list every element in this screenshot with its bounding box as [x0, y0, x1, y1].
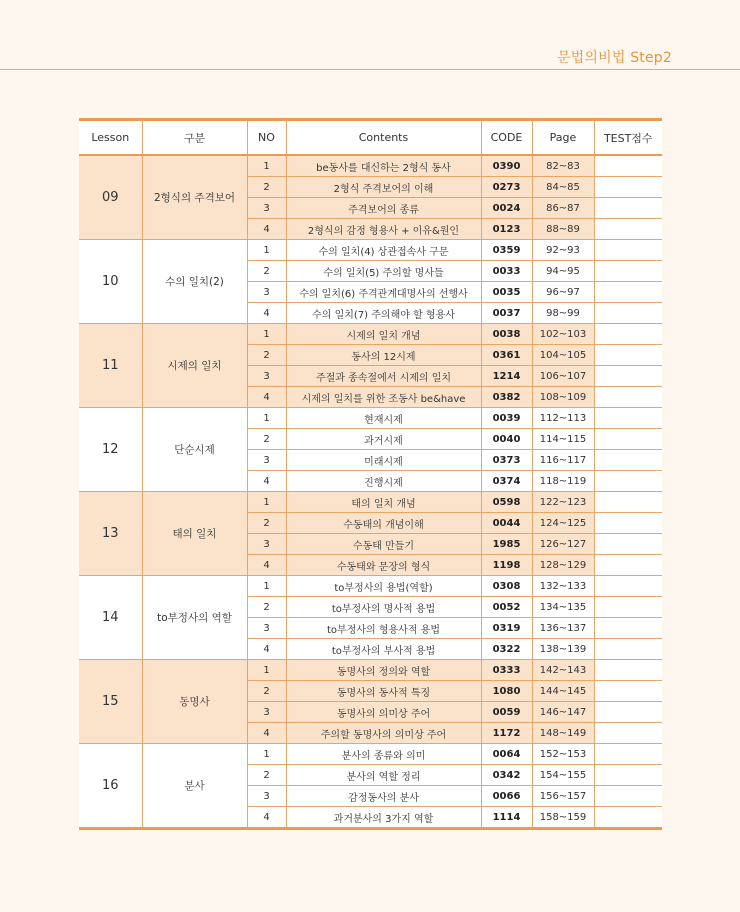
- row-test-score: [594, 786, 662, 807]
- table-row: [79, 240, 662, 261]
- row-code: 0598: [481, 492, 532, 513]
- row-number: 3: [247, 366, 286, 387]
- row-code: 0033: [481, 261, 532, 282]
- table-row: [79, 155, 662, 177]
- row-code: 0037: [481, 303, 532, 324]
- row-code: 0064: [481, 744, 532, 765]
- row-page: 136~137: [532, 618, 594, 639]
- header-divider: [0, 69, 740, 70]
- row-test-score: [594, 408, 662, 429]
- row-test-score: [594, 807, 662, 829]
- row-content: to부정사의 부사적 용법: [286, 639, 481, 660]
- row-test-score: [594, 660, 662, 681]
- row-code: 0059: [481, 702, 532, 723]
- lesson-number: 15: [79, 660, 142, 744]
- row-test-score: [594, 555, 662, 576]
- row-code: 0374: [481, 471, 532, 492]
- row-page: 84~85: [532, 177, 594, 198]
- row-code: 0123: [481, 219, 532, 240]
- row-page: 118~119: [532, 471, 594, 492]
- row-test-score: [594, 471, 662, 492]
- table-row: [79, 492, 662, 513]
- row-content: 수의 일치(4) 상관접속사 구문: [286, 240, 481, 261]
- row-test-score: [594, 681, 662, 702]
- row-code: 1198: [481, 555, 532, 576]
- lesson-category: 동명사: [142, 660, 247, 744]
- row-number: 1: [247, 240, 286, 261]
- row-test-score: [594, 450, 662, 471]
- lesson-category: 수의 일치(2): [142, 240, 247, 324]
- row-test-score: [594, 576, 662, 597]
- row-code: 1172: [481, 723, 532, 744]
- row-content: 과거시제: [286, 429, 481, 450]
- lesson-category: to부정사의 역할: [142, 576, 247, 660]
- column-header-code: CODE: [481, 120, 532, 156]
- row-content: 수의 일치(5) 주의할 명사들: [286, 261, 481, 282]
- row-content: 수의 일치(7) 주의해야 할 형용사: [286, 303, 481, 324]
- row-page: 152~153: [532, 744, 594, 765]
- row-content: to부정사의 용법(역할): [286, 576, 481, 597]
- row-test-score: [594, 282, 662, 303]
- row-code: 1214: [481, 366, 532, 387]
- row-content: 수동태 만들기: [286, 534, 481, 555]
- row-test-score: [594, 597, 662, 618]
- row-test-score: [594, 534, 662, 555]
- column-header-no: NO: [247, 120, 286, 156]
- row-content: 동명사의 정의와 역할: [286, 660, 481, 681]
- row-code: 0361: [481, 345, 532, 366]
- table-row: [79, 408, 662, 429]
- lesson-category: 태의 일치: [142, 492, 247, 576]
- row-number: 3: [247, 282, 286, 303]
- row-number: 2: [247, 597, 286, 618]
- row-page: 146~147: [532, 702, 594, 723]
- row-test-score: [594, 303, 662, 324]
- row-page: 142~143: [532, 660, 594, 681]
- row-number: 3: [247, 786, 286, 807]
- table-row: [79, 744, 662, 765]
- row-content: 시제의 일치를 위한 조동사 be&have: [286, 387, 481, 408]
- lesson-number: 11: [79, 324, 142, 408]
- row-code: 0044: [481, 513, 532, 534]
- row-code: 0333: [481, 660, 532, 681]
- row-page: 94~95: [532, 261, 594, 282]
- row-number: 4: [247, 723, 286, 744]
- row-test-score: [594, 366, 662, 387]
- row-content: 주절과 종속절에서 시제의 일치: [286, 366, 481, 387]
- row-page: 104~105: [532, 345, 594, 366]
- row-test-score: [594, 240, 662, 261]
- row-code: 0308: [481, 576, 532, 597]
- row-page: 138~139: [532, 639, 594, 660]
- row-test-score: [594, 387, 662, 408]
- row-code: 0035: [481, 282, 532, 303]
- row-test-score: [594, 219, 662, 240]
- row-test-score: [594, 513, 662, 534]
- row-number: 1: [247, 576, 286, 597]
- row-number: 1: [247, 660, 286, 681]
- row-test-score: [594, 765, 662, 786]
- row-test-score: [594, 155, 662, 177]
- row-test-score: [594, 618, 662, 639]
- row-content: to부정사의 형용사적 용법: [286, 618, 481, 639]
- row-code: 0024: [481, 198, 532, 219]
- row-page: 114~115: [532, 429, 594, 450]
- row-number: 1: [247, 155, 286, 177]
- row-content: 분사의 종류와 의미: [286, 744, 481, 765]
- row-test-score: [594, 492, 662, 513]
- row-page: 122~123: [532, 492, 594, 513]
- row-content: 태의 일치 개념: [286, 492, 481, 513]
- row-code: 0066: [481, 786, 532, 807]
- column-header-category: 구분: [142, 120, 247, 156]
- column-header-contents: Contents: [286, 120, 481, 156]
- row-test-score: [594, 198, 662, 219]
- row-code: 0038: [481, 324, 532, 345]
- row-content: 동명사의 의미상 주어: [286, 702, 481, 723]
- row-content: 수동태의 개념이해: [286, 513, 481, 534]
- row-number: 1: [247, 408, 286, 429]
- row-code: 0359: [481, 240, 532, 261]
- row-page: 106~107: [532, 366, 594, 387]
- row-test-score: [594, 702, 662, 723]
- row-number: 4: [247, 219, 286, 240]
- table-row: [79, 660, 662, 681]
- row-number: 4: [247, 807, 286, 829]
- lesson-number: 13: [79, 492, 142, 576]
- row-number: 3: [247, 534, 286, 555]
- row-content: 주격보어의 종류: [286, 198, 481, 219]
- row-code: 1114: [481, 807, 532, 829]
- row-page: 148~149: [532, 723, 594, 744]
- column-header-test-score: TEST점수: [594, 120, 662, 156]
- row-content: 수의 일치(6) 주격관계대명사의 선행사: [286, 282, 481, 303]
- row-number: 4: [247, 471, 286, 492]
- row-test-score: [594, 324, 662, 345]
- row-number: 3: [247, 702, 286, 723]
- row-test-score: [594, 429, 662, 450]
- row-page: 158~159: [532, 807, 594, 829]
- row-page: 108~109: [532, 387, 594, 408]
- row-code: 0319: [481, 618, 532, 639]
- row-test-score: [594, 261, 662, 282]
- row-content: 동명사의 동사적 특징: [286, 681, 481, 702]
- row-number: 2: [247, 429, 286, 450]
- row-number: 4: [247, 303, 286, 324]
- row-code: 0040: [481, 429, 532, 450]
- row-test-score: [594, 744, 662, 765]
- row-number: 2: [247, 765, 286, 786]
- row-page: 124~125: [532, 513, 594, 534]
- row-number: 4: [247, 387, 286, 408]
- row-code: 0273: [481, 177, 532, 198]
- row-test-score: [594, 639, 662, 660]
- lesson-number: 10: [79, 240, 142, 324]
- row-content: 주의할 동명사의 의미상 주어: [286, 723, 481, 744]
- row-code: 0322: [481, 639, 532, 660]
- row-page: 112~113: [532, 408, 594, 429]
- row-content: 수동태와 문장의 형식: [286, 555, 481, 576]
- row-number: 2: [247, 681, 286, 702]
- row-test-score: [594, 345, 662, 366]
- row-code: 0039: [481, 408, 532, 429]
- row-page: 128~129: [532, 555, 594, 576]
- row-number: 2: [247, 513, 286, 534]
- row-page: 102~103: [532, 324, 594, 345]
- row-code: 0373: [481, 450, 532, 471]
- lesson-category: 2형식의 주격보어: [142, 155, 247, 240]
- row-code: 0052: [481, 597, 532, 618]
- row-content: 진행시제: [286, 471, 481, 492]
- column-header-page: Page: [532, 120, 594, 156]
- page-header-title: 문법의비법 Step2: [556, 50, 672, 66]
- lesson-category: 분사: [142, 744, 247, 829]
- row-content: to부정사의 명사적 용법: [286, 597, 481, 618]
- row-number: 4: [247, 639, 286, 660]
- table-row: [79, 324, 662, 345]
- row-code: 0390: [481, 155, 532, 177]
- column-header-lesson: Lesson: [79, 120, 142, 156]
- lesson-category: 단순시제: [142, 408, 247, 492]
- row-page: 154~155: [532, 765, 594, 786]
- row-page: 144~145: [532, 681, 594, 702]
- lesson-table: [79, 118, 662, 830]
- row-content: 과거분사의 3가지 역할: [286, 807, 481, 829]
- row-page: 96~97: [532, 282, 594, 303]
- row-number: 1: [247, 744, 286, 765]
- row-page: 86~87: [532, 198, 594, 219]
- row-page: 92~93: [532, 240, 594, 261]
- row-number: 4: [247, 555, 286, 576]
- lesson-table-body: [79, 155, 662, 829]
- row-content: 시제의 일치 개념: [286, 324, 481, 345]
- row-test-score: [594, 177, 662, 198]
- table-header-row: [79, 120, 662, 156]
- row-number: 3: [247, 198, 286, 219]
- row-content: 2형식 주격보어의 이해: [286, 177, 481, 198]
- row-number: 1: [247, 324, 286, 345]
- row-number: 2: [247, 261, 286, 282]
- row-number: 2: [247, 345, 286, 366]
- row-content: 현재시제: [286, 408, 481, 429]
- row-number: 1: [247, 492, 286, 513]
- row-page: 132~133: [532, 576, 594, 597]
- lesson-category: 시제의 일치: [142, 324, 247, 408]
- row-page: 134~135: [532, 597, 594, 618]
- table-row: [79, 576, 662, 597]
- row-content: 동사의 12시제: [286, 345, 481, 366]
- row-content: 감정동사의 분사: [286, 786, 481, 807]
- row-page: 116~117: [532, 450, 594, 471]
- row-page: 98~99: [532, 303, 594, 324]
- row-page: 82~83: [532, 155, 594, 177]
- row-test-score: [594, 723, 662, 744]
- row-number: 2: [247, 177, 286, 198]
- row-number: 3: [247, 618, 286, 639]
- lesson-number: 12: [79, 408, 142, 492]
- lesson-number: 09: [79, 155, 142, 240]
- lesson-number: 16: [79, 744, 142, 829]
- row-page: 156~157: [532, 786, 594, 807]
- row-page: 88~89: [532, 219, 594, 240]
- row-number: 3: [247, 450, 286, 471]
- row-content: 2형식의 감정 형용사 + 이유&원인: [286, 219, 481, 240]
- row-code: 0342: [481, 765, 532, 786]
- row-code: 0382: [481, 387, 532, 408]
- row-code: 1080: [481, 681, 532, 702]
- row-page: 126~127: [532, 534, 594, 555]
- row-code: 1985: [481, 534, 532, 555]
- row-content: be동사를 대신하는 2형식 동사: [286, 155, 481, 177]
- lesson-number: 14: [79, 576, 142, 660]
- row-content: 미래시제: [286, 450, 481, 471]
- row-content: 분사의 역할 정리: [286, 765, 481, 786]
